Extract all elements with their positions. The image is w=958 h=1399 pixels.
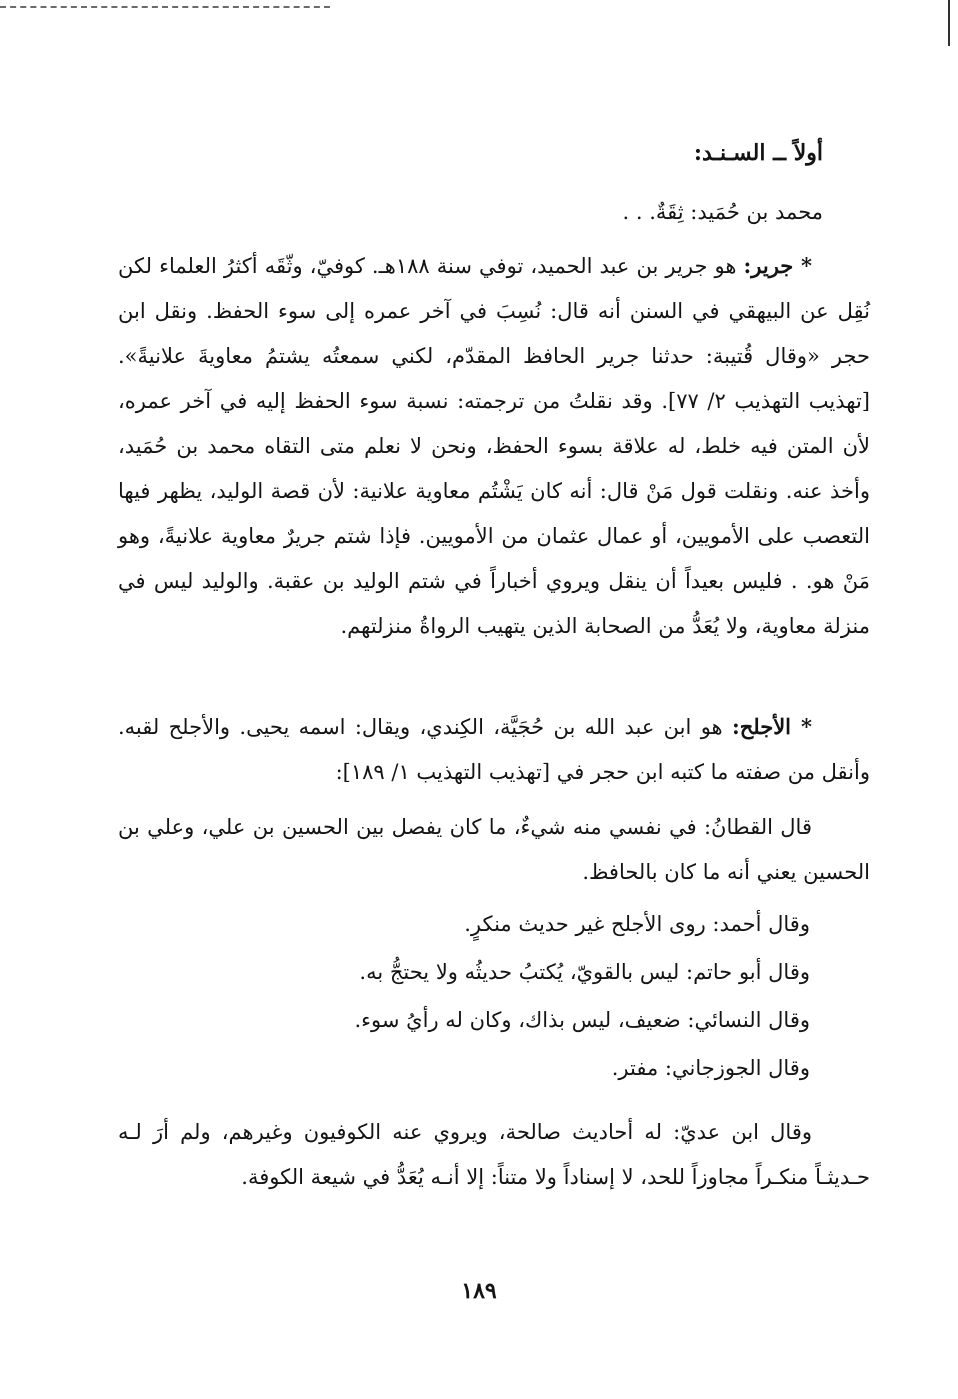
ajlah-lead: * الأجلح: (731, 714, 812, 739)
ajlah-paragraph (118, 704, 870, 795)
qattan-text: قال القطانُ: في نفسي منه شيءٌ، ما كان يفصل بين الحسين بن علي، وعلي بن الحسين يعني أنه ما كان بالحافظ. (118, 815, 870, 884)
section-heading: أولاً ــ السـنـد: (693, 140, 823, 166)
top-dashed-rule (0, 6, 330, 8)
ajlah-text: هو ابن عبد الله بن حُجَيَّة، الكِندي، ويقال: اسمه يحيى. والأجلح لقبه. وأنقل من صفته ما كتبه ابن حجر في [تهذيب التهذيب ١/ ١٨٩]: (118, 715, 870, 784)
quote-jawzajani: وقال الجوزجاني: مفتر. (611, 1056, 810, 1080)
quote-abu-hatim: وقال أبو حاتم: ليس بالقويّ، يُكتبُ حديثُه ولا يحتجُّ به. (359, 960, 810, 984)
ibn-adi-text: وقال ابن عديّ: له أحاديث صالحة، ويروي عنه الكوفيون وغيرهم، ولم أرَ لـه حـديثـاً منكـراً مجاوزاً للحد، لا إسناداً ولا متناً: إلا أنـه يُعَدُّ في شيعة الكوفة. (118, 1120, 870, 1189)
quote-nasai: وقال النسائي: ضعيف، ليس بذاك، وكان له رأيُ سوء. (354, 1008, 810, 1032)
quote-ahmad: وقال أحمد: روى الأجلح غير حديث منكرٍ. (464, 912, 810, 936)
ibn-adi-paragraph (118, 1110, 870, 1200)
jarir-text: هو جرير بن عبد الحميد، توفي سنة ١٨٨هـ. كوفيّ، وثّقَه أكثرُ العلماء لكن نُقِل عن البيهقي في السنن أنه قال: نُسِبَ في آخر عمره إلى سوء الحفظ. ونقل ابن حجر «وقال قُتيبة: حدثنا جرير الحافظ المقدّم، لكني سمعتُه يشتمُ معاويةَ علانيةً». [تهذيب التهذيب ٢/ ٧٧]. وقد نقلتُ من ترجمته: نسبة سوء الحفظ إليه في آخر عمره، لأن المتن فيه خلط، له علاقة بسوء الحفظ، ونحن لا نعلم متى التقاه محمد بن حُمَيد، وأخذ عنه. ونقلت قول مَنْ قال: أنه كان يَشْتُم معاوية علانية: لأن قصة الوليد، يظهر فيها التعصب على الأمويين، أو عمال عثمان من الأمويين. فإذا شتم جريرٌ معاوية علانيةً، وهو مَنْ هو. . فليس بعيداً أن ينقل ويروي أخباراً في شتم الوليد بن عقبة. والوليد ليس في منزلة معاوية، ولا يُعَدُّ من الصحابة الذين يتهيب الرواةُ منزلتهم. (118, 254, 870, 638)
narrator-line: محمد بن حُمَيد: ثِقَةٌ. . . (622, 200, 823, 224)
jarir-paragraph (118, 243, 870, 649)
edge-mark (948, 0, 950, 46)
jarir-lead: * جرير: (743, 253, 812, 278)
page-number: ١٨٩ (461, 1278, 497, 1304)
qattan-paragraph (118, 805, 870, 895)
